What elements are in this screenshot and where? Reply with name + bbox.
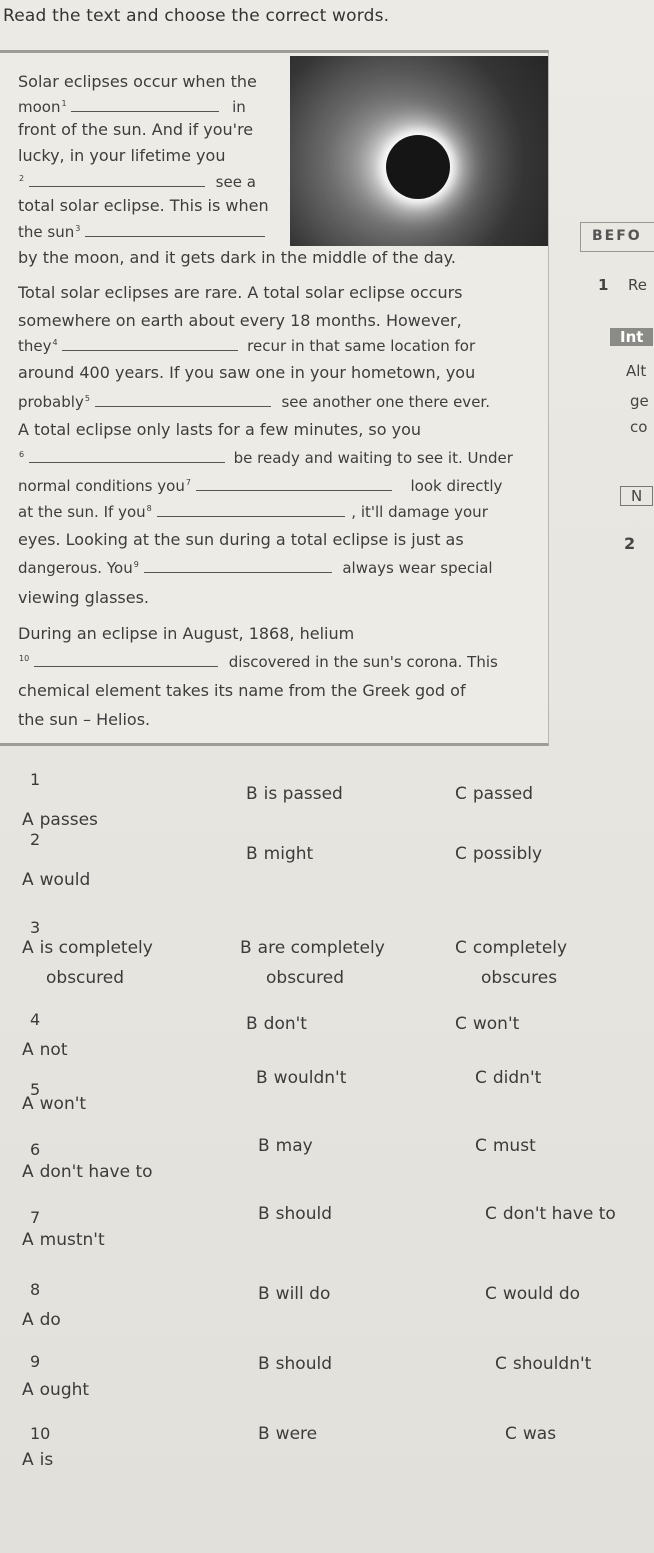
option-letter: C xyxy=(485,1284,497,1304)
option-text: will do xyxy=(275,1284,331,1304)
option-text: passes xyxy=(39,810,98,830)
option-letter: A xyxy=(22,810,34,830)
option-letter: B xyxy=(258,1354,270,1374)
gap-number-5: 5 xyxy=(84,394,90,403)
gap-number-8: 8 xyxy=(146,504,152,513)
option-text: are completely xyxy=(257,938,385,958)
option-text: won't xyxy=(39,1094,87,1114)
option-letter: B xyxy=(246,844,258,864)
side-text-n: N xyxy=(620,486,653,506)
option-letter: B xyxy=(256,1068,268,1088)
side-text-alt: Alt xyxy=(626,362,647,380)
option-c[interactable] xyxy=(475,1068,541,1088)
option-c[interactable] xyxy=(485,1204,616,1224)
option-text: would do xyxy=(502,1284,581,1304)
side-text-ge: ge xyxy=(630,392,649,410)
option-letter: B xyxy=(246,1014,258,1034)
option-text: didn't xyxy=(492,1068,542,1088)
option-a[interactable] xyxy=(22,1040,67,1060)
eclipse-sun-disc xyxy=(386,135,450,199)
option-text: might xyxy=(263,844,314,864)
option-letter: A xyxy=(22,1040,34,1060)
gap-blank-4[interactable] xyxy=(62,336,238,351)
gap-blank-10[interactable] xyxy=(34,652,218,667)
question-number: 5 xyxy=(30,1080,41,1099)
option-text: passed xyxy=(472,784,534,804)
option-text: were xyxy=(275,1424,318,1444)
text-line-5: $^2$ see a xyxy=(19,173,256,191)
option-text: mustn't xyxy=(39,1230,105,1250)
option-letter: C xyxy=(475,1136,487,1156)
option-c[interactable] xyxy=(505,1424,556,1444)
option-text: wouldn't xyxy=(273,1068,347,1088)
text-line-7: the sun$^3$ xyxy=(18,222,265,241)
gap-number-6: 6 xyxy=(19,450,25,459)
question-number: 3 xyxy=(30,918,41,937)
gap-blank-5[interactable] xyxy=(95,392,271,407)
gap-number-1: 1 xyxy=(61,99,67,108)
option-letter: A xyxy=(22,1450,34,1470)
gap-number-3: 3 xyxy=(75,224,81,233)
text-line-15: $^6$ be ready and waiting to see it. Under xyxy=(19,449,513,467)
option-text: not xyxy=(39,1040,68,1060)
question-number: 2 xyxy=(30,830,41,849)
side-number-1: 1 xyxy=(598,276,609,294)
gap-blank-3[interactable] xyxy=(85,222,265,237)
text-line-12: around 400 years. If you saw one in your hometown, you xyxy=(18,363,476,382)
option-letter: B xyxy=(240,938,252,958)
gap-number-9: 9 xyxy=(133,560,139,569)
text-line-18: eyes. Looking at the sun during a total eclipse is just as xyxy=(18,530,464,549)
question-number: 6 xyxy=(30,1140,41,1159)
text-line-6: total solar eclipse. This is when xyxy=(18,196,269,215)
text-line-2: moon$^1$ in xyxy=(18,98,246,116)
option-text: possibly xyxy=(472,844,543,864)
option-a[interactable] xyxy=(22,1380,89,1400)
option-c[interactable] xyxy=(495,1354,591,1374)
option-b[interactable] xyxy=(258,1284,330,1304)
option-b-line-2: obscured xyxy=(266,968,345,988)
option-b[interactable] xyxy=(246,844,313,864)
option-letter: A xyxy=(22,1230,34,1250)
option-letter: A xyxy=(22,1380,34,1400)
option-letter: B xyxy=(246,784,258,804)
option-text: completely xyxy=(472,938,568,958)
text-line-22: $^{10}$ discovered in the sun's corona. This xyxy=(19,653,498,671)
option-b[interactable] xyxy=(258,1424,317,1444)
option-c[interactable] xyxy=(455,844,542,864)
text-line-21: During an eclipse in August, 1868, helium xyxy=(18,624,355,643)
option-text: should xyxy=(275,1354,332,1374)
option-text: ought xyxy=(39,1380,90,1400)
question-number: 7 xyxy=(30,1208,41,1227)
option-a[interactable] xyxy=(22,810,98,830)
option-a[interactable] xyxy=(22,1094,86,1114)
option-c[interactable] xyxy=(455,784,533,804)
question-number: 8 xyxy=(30,1280,41,1299)
question-number: 10 xyxy=(30,1424,51,1443)
text-line-23: chemical element takes its name from the Greek god of xyxy=(18,681,466,700)
option-a[interactable] xyxy=(22,1162,153,1182)
text-line-16: normal conditions you$^7$ look directly xyxy=(18,477,503,495)
option-b[interactable] xyxy=(258,1204,332,1224)
text-line-11: they$^4$ recur in that same location for xyxy=(18,337,476,355)
side-number-2: 2 xyxy=(624,534,636,553)
option-a[interactable] xyxy=(22,1310,61,1330)
next-section-tab: BEFO xyxy=(592,228,642,244)
option-text: should xyxy=(275,1204,332,1224)
option-b[interactable] xyxy=(240,938,385,958)
instruction-heading: Read the text and choose the correct words. xyxy=(3,6,390,26)
gap-blank-1[interactable] xyxy=(71,97,219,112)
option-letter: C xyxy=(455,1014,467,1034)
option-letter: C xyxy=(475,1068,487,1088)
option-a[interactable] xyxy=(22,1230,105,1250)
option-a[interactable] xyxy=(22,1450,53,1470)
text-line-10: somewhere on earth about every 18 months. However, xyxy=(18,311,462,330)
option-a[interactable] xyxy=(22,938,153,958)
option-letter: B xyxy=(258,1204,270,1224)
option-c[interactable] xyxy=(455,1014,519,1034)
option-b[interactable] xyxy=(258,1136,313,1156)
option-letter: B xyxy=(258,1136,270,1156)
option-text: don't have to xyxy=(502,1204,616,1224)
side-text-re: Re xyxy=(628,276,647,294)
text-line-4: lucky, in your lifetime you xyxy=(18,146,226,165)
option-letter: C xyxy=(495,1354,507,1374)
text-line-19: dangerous. You$^9$ always wear special xyxy=(18,559,493,577)
option-a-line-2: obscured xyxy=(46,968,125,988)
option-c-line-2: obscures xyxy=(481,968,558,988)
gap-number-7: 7 xyxy=(185,478,191,487)
gap-blank-6[interactable] xyxy=(29,448,225,463)
text-line-24: the sun – Helios. xyxy=(18,710,151,729)
text-line-8: by the moon, and it gets dark in the middle of the day. xyxy=(18,248,456,267)
option-text: was xyxy=(522,1424,557,1444)
option-b[interactable] xyxy=(246,784,343,804)
option-letter: B xyxy=(258,1424,270,1444)
option-text: won't xyxy=(472,1014,520,1034)
option-text: is xyxy=(39,1450,54,1470)
option-c[interactable] xyxy=(455,938,567,958)
option-letter: A xyxy=(22,1310,34,1330)
option-c[interactable] xyxy=(485,1284,580,1304)
gap-blank-9[interactable] xyxy=(144,558,332,573)
option-b[interactable] xyxy=(256,1068,346,1088)
question-number: 1 xyxy=(30,770,41,789)
option-letter: A xyxy=(22,870,34,890)
text-line-3: front of the sun. And if you're xyxy=(18,120,254,139)
option-letter: A xyxy=(22,938,34,958)
text-line-14: A total eclipse only lasts for a few minutes, so you xyxy=(18,420,422,439)
option-text: shouldn't xyxy=(512,1354,592,1374)
text-line-9: Total solar eclipses are rare. A total solar eclipse occurs xyxy=(18,283,463,302)
question-number: 9 xyxy=(30,1352,41,1371)
option-letter: A xyxy=(22,1094,34,1114)
option-text: do xyxy=(39,1310,61,1330)
option-letter: C xyxy=(455,938,467,958)
option-a[interactable] xyxy=(22,870,90,890)
text-line-17: at the sun. If you$^8$ , it'll damage your xyxy=(18,503,488,521)
gap-number-10: 10 xyxy=(19,654,30,663)
option-letter: C xyxy=(505,1424,517,1444)
option-text: may xyxy=(275,1136,313,1156)
option-letter: C xyxy=(485,1204,497,1224)
option-c[interactable] xyxy=(475,1136,536,1156)
text-line-13: probably$^5$ see another one there ever. xyxy=(18,393,490,411)
gap-blank-7[interactable] xyxy=(196,476,392,491)
side-text-co: co xyxy=(630,418,648,436)
option-text: don't have to xyxy=(39,1162,153,1182)
gap-number-4: 4 xyxy=(52,338,58,347)
text-line-1: Solar eclipses occur when the xyxy=(18,72,257,91)
option-letter: B xyxy=(258,1284,270,1304)
text-line-20: viewing glasses. xyxy=(18,588,150,607)
option-text: must xyxy=(492,1136,536,1156)
gap-blank-2[interactable] xyxy=(29,172,205,187)
option-letter: C xyxy=(455,844,467,864)
option-b[interactable] xyxy=(258,1354,332,1374)
option-b[interactable] xyxy=(246,1014,307,1034)
option-text: is passed xyxy=(263,784,343,804)
option-text: would xyxy=(39,870,91,890)
gap-blank-8[interactable] xyxy=(157,502,345,517)
option-text: don't xyxy=(263,1014,307,1034)
gap-number-2: 2 xyxy=(19,174,25,183)
side-label-int: Int xyxy=(610,328,653,346)
option-letter: A xyxy=(22,1162,34,1182)
option-text: is completely xyxy=(39,938,153,958)
question-number: 4 xyxy=(30,1010,41,1029)
option-letter: C xyxy=(455,784,467,804)
